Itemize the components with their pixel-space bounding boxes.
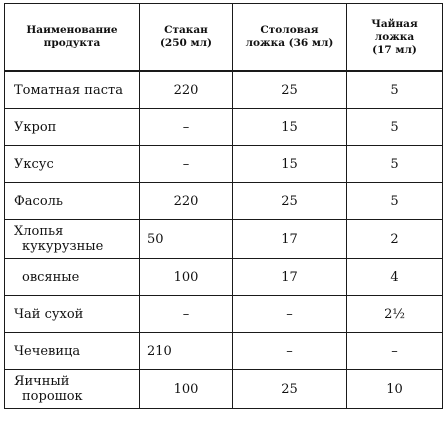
teaspoon-value: – bbox=[347, 333, 443, 370]
tablespoon-value: – bbox=[233, 296, 347, 333]
tablespoon-value: 25 bbox=[233, 183, 347, 220]
product-name: Уксус bbox=[5, 146, 140, 183]
cup-value: 100 bbox=[140, 370, 233, 409]
product-name: Укроп bbox=[5, 109, 140, 146]
table-row bbox=[5, 333, 443, 370]
table-header-row bbox=[5, 4, 443, 72]
teaspoon-value: 5 bbox=[347, 109, 443, 146]
tablespoon-value: 17 bbox=[233, 259, 347, 296]
tablespoon-value: 17 bbox=[233, 220, 347, 259]
header-cup: Стакан (250 мл) bbox=[140, 4, 233, 72]
tablespoon-value: 25 bbox=[233, 370, 347, 409]
header-teaspoon: Чайная ложка (17 мл) bbox=[347, 4, 443, 72]
teaspoon-value: 4 bbox=[347, 259, 443, 296]
table-row bbox=[5, 370, 443, 409]
cup-value: – bbox=[140, 296, 233, 333]
teaspoon-value: 5 bbox=[347, 146, 443, 183]
product-name: Томатная паста bbox=[5, 71, 140, 109]
table-row bbox=[5, 146, 443, 183]
cup-value: 220 bbox=[140, 71, 233, 109]
cup-value: – bbox=[140, 146, 233, 183]
cup-value: – bbox=[140, 109, 233, 146]
table-row bbox=[5, 259, 443, 296]
cup-value: 100 bbox=[140, 259, 233, 296]
header-product-name: Наименование продукта bbox=[5, 4, 140, 72]
cup-value: 210 bbox=[140, 333, 233, 370]
table-row bbox=[5, 296, 443, 333]
teaspoon-value: 2 bbox=[347, 220, 443, 259]
table-row bbox=[5, 109, 443, 146]
table-row bbox=[5, 220, 443, 259]
teaspoon-value: 5 bbox=[347, 183, 443, 220]
teaspoon-value: 5 bbox=[347, 71, 443, 109]
product-name: Яичный порошок bbox=[5, 370, 140, 409]
cup-value: 50 bbox=[140, 220, 233, 259]
tablespoon-value: – bbox=[233, 333, 347, 370]
product-name: Фасоль bbox=[5, 183, 140, 220]
tablespoon-value: 25 bbox=[233, 71, 347, 109]
teaspoon-value: 2½ bbox=[347, 296, 443, 333]
product-name: овсяные bbox=[5, 259, 140, 296]
tablespoon-value: 15 bbox=[233, 109, 347, 146]
tablespoon-value: 15 bbox=[233, 146, 347, 183]
product-name: Чай сухой bbox=[5, 296, 140, 333]
table-row bbox=[5, 71, 443, 109]
measures-table bbox=[4, 3, 443, 409]
product-name: Хлопья кукурузные bbox=[5, 220, 140, 259]
cup-value: 220 bbox=[140, 183, 233, 220]
table-row bbox=[5, 183, 443, 220]
header-tablespoon: Столовая ложка (36 мл) bbox=[233, 4, 347, 72]
product-name: Чечевица bbox=[5, 333, 140, 370]
teaspoon-value: 10 bbox=[347, 370, 443, 409]
